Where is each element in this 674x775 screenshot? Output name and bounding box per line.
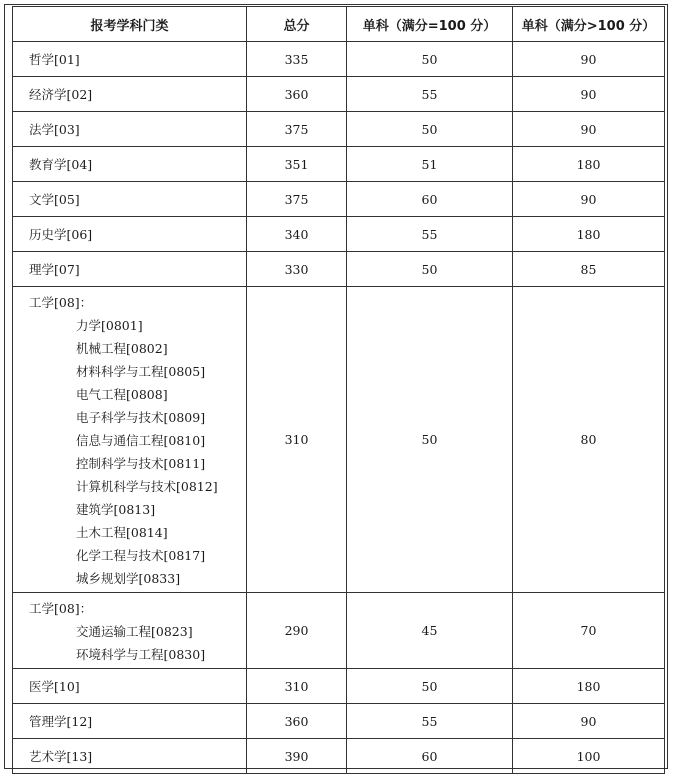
subject-cell: 教育学[04] [13,147,247,182]
subject-cell: 哲学[01] [13,42,247,77]
table-row [13,77,665,112]
total-cell: 310 [247,287,347,593]
single-100-cell: 51 [347,147,513,182]
group-title: 工学[08]： [29,601,93,616]
single-over-cell: 70 [513,593,665,669]
table-row [13,42,665,77]
header-single-100: 单科（满分=100 分） [347,7,513,42]
sub-subject: 土木工程[0814] [76,525,168,540]
sub-subject: 环境科学与工程[0830] [76,647,206,662]
sub-subject: 城乡规划学[0833] [76,571,181,586]
sub-subject: 建筑学[0813] [76,502,156,517]
subject-cell: 法学[03] [13,112,247,147]
single-over-cell: 180 [513,147,665,182]
total-cell: 375 [247,182,347,217]
total-cell: 290 [247,593,347,669]
single-100-cell: 50 [347,42,513,77]
single-over-cell: 180 [513,669,665,704]
subject-cell: 历史学[06] [13,217,247,252]
table-row [13,182,665,217]
single-100-cell: 55 [347,704,513,739]
single-over-cell: 85 [513,252,665,287]
single-100-cell: 45 [347,593,513,669]
sub-subject: 控制科学与技术[0811] [76,456,206,471]
single-over-cell: 100 [513,739,665,774]
subject-cell: 艺术学[13] [13,739,247,774]
sub-subject: 力学[0801] [76,318,143,333]
header-row [13,7,665,42]
table-row [13,669,665,704]
subject-cell: 经济学[02] [13,77,247,112]
total-cell: 360 [247,77,347,112]
sub-subject: 电气工程[0808] [76,387,168,402]
single-over-cell: 90 [513,77,665,112]
header-subject: 报考学科门类 [13,7,247,42]
sub-subject: 机械工程[0802] [76,341,168,356]
single-100-cell: 60 [347,739,513,774]
single-100-cell: 50 [347,252,513,287]
group-title: 工学[08]： [29,295,93,310]
table-row [13,217,665,252]
single-over-cell: 90 [513,42,665,77]
subject-cell: 医学[10] [13,669,247,704]
table-row [13,252,665,287]
subject-cell: 管理学[12] [13,704,247,739]
subject-cell: 理学[07] [13,252,247,287]
sub-subject: 信息与通信工程[0810] [76,433,206,448]
header-single-over-100: 单科（满分>100 分） [513,7,665,42]
total-cell: 351 [247,147,347,182]
table-row [13,739,665,774]
single-over-cell: 90 [513,704,665,739]
table-row-engineering-a [13,287,665,593]
table-row [13,147,665,182]
single-100-cell: 60 [347,182,513,217]
subject-cell: 文学[05] [13,182,247,217]
total-cell: 310 [247,669,347,704]
subject-cell-engineering-b [13,593,247,669]
single-100-cell: 50 [347,112,513,147]
single-over-cell: 80 [513,287,665,593]
single-100-cell: 55 [347,77,513,112]
total-cell: 360 [247,704,347,739]
sub-subject: 计算机科学与技术[0812] [76,479,218,494]
sub-subject: 交通运输工程[0823] [76,624,193,639]
single-100-cell: 50 [347,287,513,593]
sub-subject: 电子科学与技术[0809] [76,410,206,425]
single-over-cell: 90 [513,112,665,147]
table-row [13,112,665,147]
subject-cell-engineering-a [13,287,247,593]
single-over-cell: 90 [513,182,665,217]
sub-subject: 化学工程与技术[0817] [76,548,206,563]
total-cell: 375 [247,112,347,147]
score-table [12,6,665,774]
total-cell: 335 [247,42,347,77]
single-100-cell: 55 [347,217,513,252]
total-cell: 340 [247,217,347,252]
total-cell: 330 [247,252,347,287]
single-100-cell: 50 [347,669,513,704]
total-cell: 390 [247,739,347,774]
header-total: 总分 [247,7,347,42]
table-row [13,704,665,739]
table-row-engineering-b [13,593,665,669]
single-over-cell: 180 [513,217,665,252]
sub-subject: 材料科学与工程[0805] [76,364,206,379]
